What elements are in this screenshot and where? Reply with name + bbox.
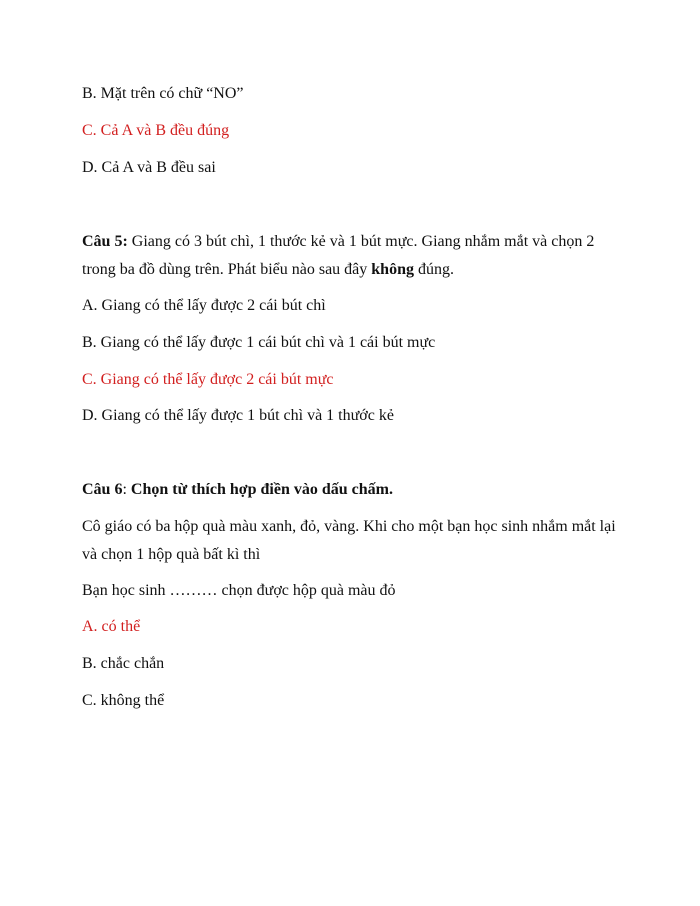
q4-option-c-answer: C. Cả A và B đều đúng [82, 122, 230, 139]
q6-option-c: C. không thể [82, 692, 165, 709]
q5-option-a: A. Giang có thể lấy được 2 cái bút chì [82, 297, 326, 314]
q6-option-a-answer: A. có thể [82, 618, 141, 635]
q6-sentence: Bạn học sinh ……… chọn được hộp quà màu đỏ [82, 582, 396, 599]
q5-question-line1 [82, 232, 594, 252]
q6-label: Câu 6 [82, 481, 123, 498]
q6-instruction: Chọn từ thích hợp điền vào dấu chấm. [130, 481, 393, 498]
q5-text-line2-post: đúng. [413, 261, 454, 278]
q5-text-line2-pre: trong ba đồ dùng trên. Phát biểu nào sau đây [82, 261, 372, 278]
q6-question-line [82, 480, 393, 500]
q5-question-line2 [82, 260, 454, 280]
q5-text-line2-bold: không [371, 261, 414, 278]
q6-colon: : [122, 481, 131, 498]
q6-text-line2: và chọn 1 hộp quà bất kì thì [82, 546, 261, 563]
q5-option-b: B. Giang có thể lấy được 1 cái bút chì và 1 cái bút mực [82, 334, 436, 351]
q5-option-c-answer: C. Giang có thể lấy được 2 cái bút mực [82, 371, 334, 388]
q4-option-b: B. Mặt trên có chữ “NO” [82, 85, 244, 102]
q5-text-line1: Giang có 3 bút chì, 1 thước kẻ và 1 bút mực. Giang nhắm mắt và chọn 2 [127, 233, 595, 250]
q5-label: Câu 5: [82, 233, 128, 250]
q4-option-d: D. Cả A và B đều sai [82, 159, 216, 176]
q6-text-line1: Cô giáo có ba hộp quà màu xanh, đỏ, vàng. Khi cho một bạn học sinh nhắm mắt lại [82, 518, 616, 535]
q6-option-b: B. chắc chắn [82, 655, 165, 672]
q5-option-d: D. Giang có thể lấy được 1 bút chì và 1 thước kẻ [82, 407, 394, 424]
